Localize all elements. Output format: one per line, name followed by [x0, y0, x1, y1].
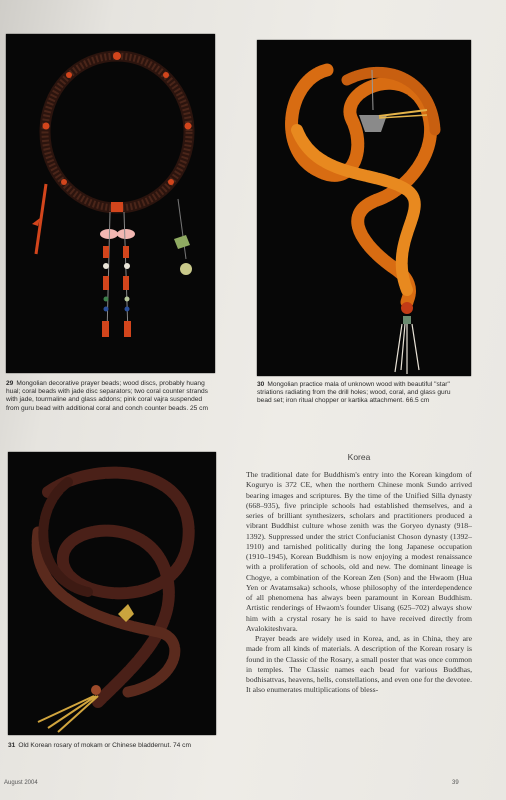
- figure-number: 30: [257, 381, 265, 388]
- section-heading: Korea: [347, 452, 371, 462]
- caption-text: Mongolian practice mala of unknown wood with beautiful "star" striations radiating from the drill holes; wood, coral, and glass guru bead set; iron ritual chopper or kartika attachment. 66.5 cm: [257, 381, 451, 405]
- page-number: 39: [452, 780, 459, 786]
- caption-text: Mongolian decorative prayer beads; wood discs, probably huang hual; coral beads with jade disc separators; two coral counter strands with jade, tourmaline and glass addons; pink coral vajra suspended from guru bead with additional coral and conch counter beads. 25 cm: [6, 380, 208, 412]
- figure-number: 31: [8, 742, 16, 749]
- guru-bead-and-vajra: [100, 202, 135, 337]
- bead-ring: [43, 52, 192, 208]
- figure-29-photo: [6, 34, 215, 373]
- figure-30-caption: [257, 381, 462, 406]
- figure-31-photo: [8, 452, 216, 735]
- paragraph: The traditional date for Buddhism's entry into the Korean kingdom of Koguryo is 372 CE, when the northern Chinese monk Sundo arrived bearing images and scriptures. By the time of the Unified Silla dynasty (668–935), five principle schools had established themselves, and a series of brilliant synthesizers, scholars and practitioners produced a vibrant Buddhist culture whose zenith was the Goryeo dynasty (918–1392). Suppressed under the strict Confucianist Choson dynasty (1392–1910) and tarnished politically during the long Japanese occupation (1910–1945), Korean Buddhism is now enjoying a modest renaissance with a proliferation of schools, old and new. The dominant lineage is Chogye, a combination of the Korean Zen (Son) and the Hwaom (Hua Yen or Avatamsaka) schools, whose philosophy of the interdependence of all phenomena has always been paramount in Korean Buddhism. Artistic renderings of Hwaom's founder Uisang (625–702) always show him with a crystal rosary he is said to have received directly from Avalokiteshvara.: [246, 470, 472, 633]
- figure-30-photo: [257, 40, 471, 376]
- mongolian-practice-mala-image: [257, 40, 471, 376]
- figure-31-caption: [8, 742, 208, 750]
- guru-bead-tassel: [395, 302, 419, 374]
- bladdernut-bead-loops: [37, 473, 189, 702]
- figure-29-caption: [6, 380, 216, 413]
- caption-text: Old Korean rosary of mokam or Chinese bladdernut. 74 cm: [18, 742, 191, 749]
- paragraph: Prayer beads are widely used in Korea, and, as in China, they are made from all kinds of materials. A description of the Korean rosary is found in the Classic of the Rosary, a small poster that was once common in temples. The Classic names each bead for various Buddhas, bodhisattvas, heavens, hells, constellations, and even one for the devotee. It also enumerates multiplications of bless-: [246, 634, 472, 695]
- footer-date: August 2004: [4, 780, 38, 786]
- old-korean-rosary-image: [8, 452, 216, 735]
- article-body: [246, 470, 472, 696]
- mongolian-decorative-prayer-beads-image: [6, 34, 215, 373]
- amber-bead-loops: [292, 70, 435, 302]
- figure-number: 29: [6, 380, 14, 387]
